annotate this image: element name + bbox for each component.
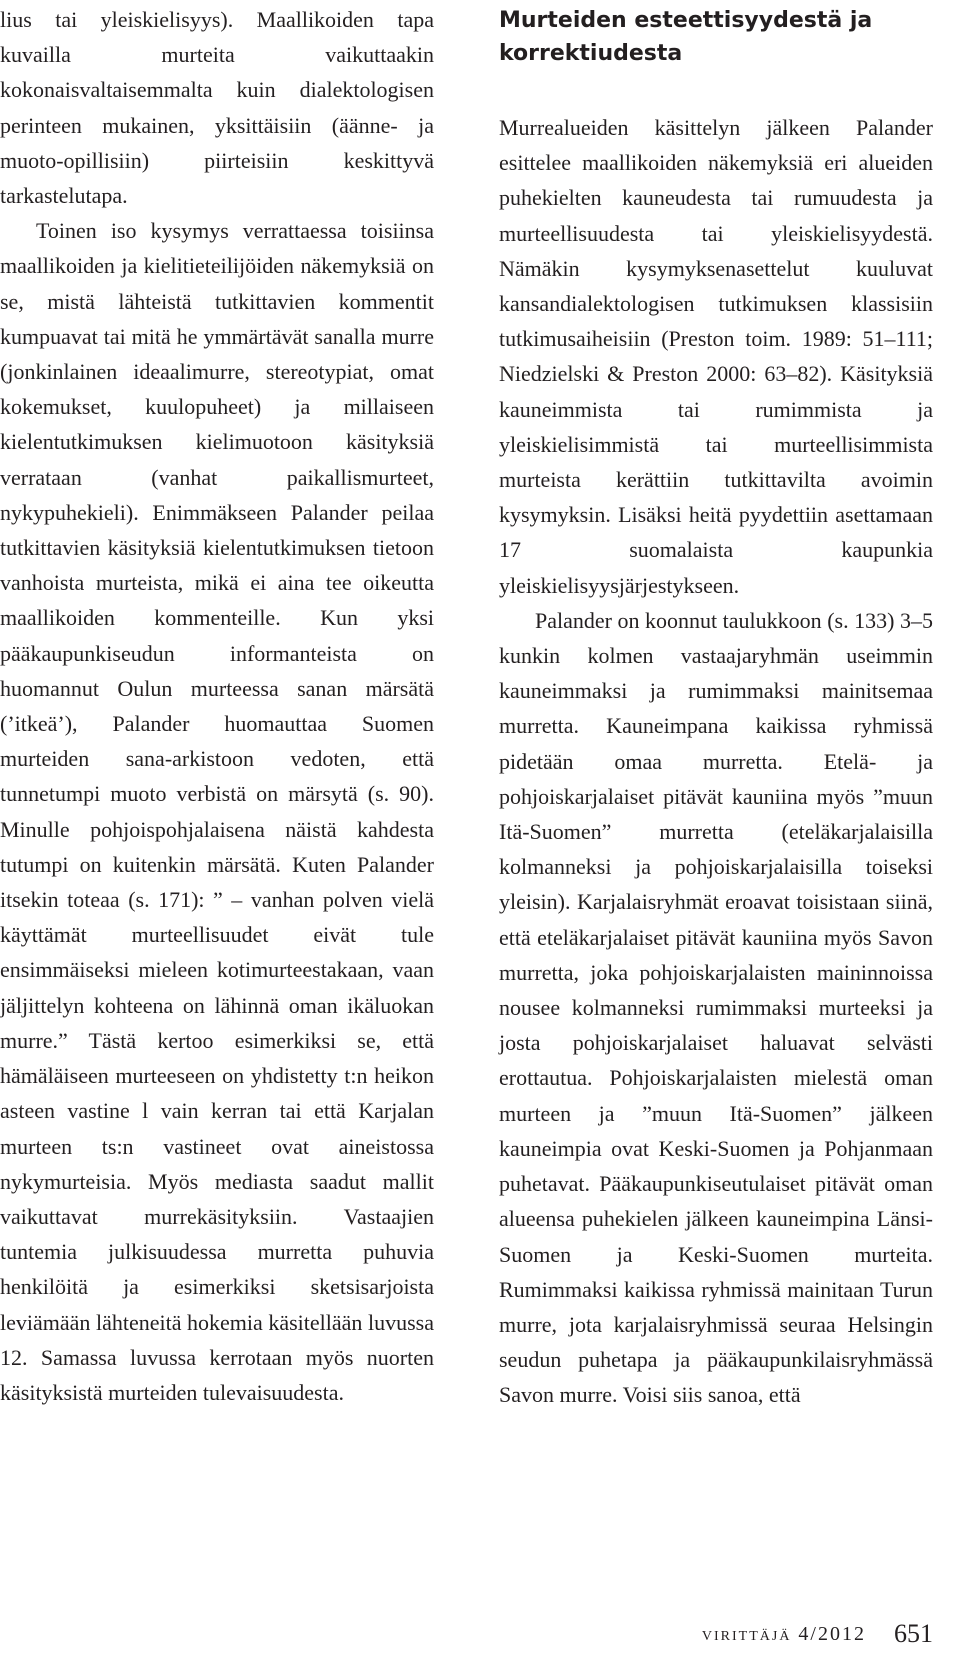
left-column [0, 0, 434, 1410]
body-paragraph: lius tai yleiskielisyys). Maallikoiden tapa kuvailla murteita vaikuttaakin kokonaisvaltaisemmalta kuin dialektologisen perinteen mukainen, yksittäisiin (äänne- ja muoto-opillisiin) piirteisiin keskittyvä tarkastelutapa. [0, 7, 434, 209]
right-column [499, 0, 933, 1413]
section-heading: Murteiden esteettisyydestä ja korrektiudesta [499, 8, 873, 66]
page-number: 651 [894, 1619, 933, 1648]
body-paragraph: Murrealueiden käsittelyn jälkeen Palander esittelee maallikoiden näkemyksiä eri alueiden puhekielten kauneudesta tai rumuudesta ja murteellisuudesta tai yleiskielisyydestä. Nämäkin kysymyksenasettelut kuuluvat kansandialektologisen tutkimuksen klassisiin tutkimusaiheisiin (Preston toim. 1989: 51–111; Niedzielski & Preston 2000: 63–82). Käsityksiä kauneimmista tai rumimmista ja yleiskielisimmistä tai murteellisimmista murteista kerättiin tutkittavilta avoimin kysymyksin. Lisäksi heitä pyydettiin asettamaan 17 suomalaista kaupunkia yleiskielisyysjärjestykseen. [499, 115, 933, 598]
body-paragraph: Palander on koonnut taulukkoon (s. 133) 3–5 kunkin kolmen vastaajaryhmän useimmin kauneimmaksi ja rumimmaksi mainitsemaa murretta. Kauneimpana kaikissa ryhmissä pidetään omaa murretta. Etelä- ja pohjoiskarjalaiset pitävät kauniina myös ”muun Itä-Suomen” murretta (eteläkarjalaisilla kolmanneksi ja pohjoiskarjalaisilla toiseksi yleisin). Karjalaisryhmät eroavat toisistaan siinä, että eteläkarjalaiset pitävät kauniina myös Savon murretta, joka pohjoiskarjalaisten maininnoissa nousee kolmanneksi rumimmaksi murteeksi ja josta pohjoiskarjalaiset haluavat selvästi erottautua. Pohjoiskarjalaisten mielestä oman murteen ja ”muun Itä-Suomen” jälkeen kauneimpia ovat Keski-Suomen ja Pohjanmaan puhetavat. Pääkaupunkiseutulaiset pitävät oman alueensa puhekielen jälkeen kauneimpina Länsi-Suomen ja Keski-Suomen murteita. Rumimmaksi kaikissa ryhmissä mainitaan Turun murre, jota karjalaisryhmissä seuraa Helsingin seudun puhetapa ja pääkaupunkilaisryhmässä Savon murre. Voisi siis sanoa, että [499, 607, 933, 1408]
page-footer [499, 1614, 933, 1654]
body-paragraph: Toinen iso kysymys verrattaessa toisiinsa maallikoiden ja kielitieteilijöiden näkemyksiä on se, mistä lähteistä tutkittavien kommentit kumpuavat tai mitä he ymmärtävät sanalla murre (jonkinlainen ideaalimurre, stereotypiat, omat kokemukset, kuulopuheet) ja millaiseen kielentutkimuksen kielimuotoon käsityksiä verrataan (vanhat paikallismurteet, nykypuhekieli). Enimmäkseen Palander peilaa tutkittavien käsityksiä kielentutkimuksen tietoon vanhoista murteista, mikä ei aina tee oikeutta maallikoiden kommenteille. Kun yksi pääkaupunkiseudun informanteista on huomannut Oulun murteessa sanan märsätä (’itkeä’), Palander huomauttaa Suomen murteiden sana-arkistoon vedoten, että tunnetumpi muoto verbistä on märsytä (s. 90). Minulle pohjoispohjalaisena näistä kahdesta tutumpi on kuitenkin märsätä. Kuten Palander itsekin toteaa (s. 171): ” – vanhan polven vielä käyttämät murteellisuudet eivät tule ensimmäiseksi mieleen kotimurteestakaan, vaan jäljittelyn kohteena on lähinnä oman ikäluokan murre.” Tästä kertoo esimerkiksi se, että hämäläiseen murteeseen on yhdistetty t:n heikon asteen vastine l vain kerran tai että Karjalan murteen ts:n vastineet ovat aineistossa nykymurteisia. Myös mediasta saadut mallit vaikuttavat murrekäsityksiin. Vastaajien tuntemia julkisuudessa murretta puhuvia henkilöitä ja esimerkiksi sketsisarjoista leviämään lähteneitä hokemia käsitellään luvussa 12. Samassa luvussa kerrotaan myös nuorten käsityksistä murteiden tulevaisuudesta. [0, 218, 434, 1405]
journal-issue: virittäjä 4/2012 [701, 1622, 866, 1645]
